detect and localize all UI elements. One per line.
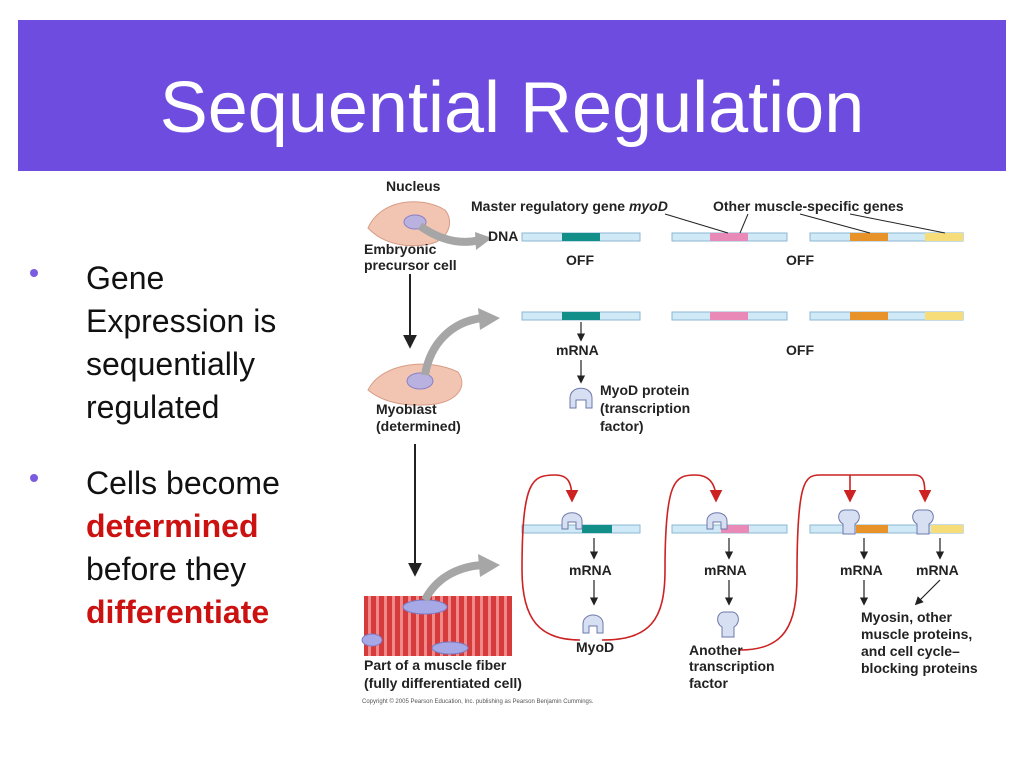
label-another-2: transcription [689,658,775,674]
muscle-differentiation-figure [348,172,1008,712]
label-myod-protein-1: MyoD protein [600,382,690,398]
row-3-arrows [594,538,940,604]
label-mrna-2: mRNA [569,562,612,578]
label-another-1: Another [689,642,743,658]
label-myod-protein-3: factor) [600,418,644,434]
bullet-dot-1 [30,269,38,277]
label-mrna-3: mRNA [704,562,747,578]
label-other-genes: Other muscle-specific genes [713,198,904,214]
label-myoblast-1: Myoblast [376,401,437,417]
label-myosin-1: Myosin, other [861,609,953,625]
label-embryonic-1: Embryonic [364,241,437,257]
gray-arrow-3-head [478,554,500,577]
label-master-gene-name: myoD [628,198,668,214]
label-off-1: OFF [566,252,594,268]
gray-arrow-2-head [478,308,500,330]
label-fiber-1: Part of a muscle fiber [364,657,507,673]
bullet-2-line-1: Cells become [86,465,280,501]
differentiate-emphasis: differentiate [86,594,270,630]
red-feedback-arrow-2 [602,475,716,640]
label-dna: DNA [488,228,519,244]
label-master-gene [471,198,668,214]
dna-row-3 [522,525,963,533]
label-nucleus: Nucleus [386,178,441,194]
label-master-gene-prefix: Master regulatory gene [471,198,629,214]
label-mrna-4: mRNA [840,562,883,578]
muscle-fiber [362,596,512,656]
free-myod-icon [583,615,603,633]
bullet-1-text [86,257,276,429]
dna-row-1 [522,214,963,241]
label-another-3: factor [689,675,728,691]
title-bar [18,20,1006,171]
label-myosin-3: and cell cycle– [861,643,960,659]
copyright-text: Copyright © 2005 Pearson Education, Inc. publishing as Pearson Benjamin Cummings. [362,699,594,705]
label-myosin-4: blocking proteins [861,660,978,676]
red-feedback-arrow-1 [522,475,580,640]
bullet-1-line-3: sequentially [86,346,255,382]
free-factor-icon [718,612,739,637]
bullet-2-line-3: before they [86,551,247,587]
bullet-1-line-1: Gene [86,260,165,296]
myoblast-cell [368,364,462,405]
label-myosin-2: muscle proteins, [861,626,973,642]
determined-emphasis: determined [86,508,259,544]
myod-protein-icon [570,388,592,408]
label-myoblast-2: (determined) [376,418,461,434]
bullet-dot-2 [30,474,38,482]
label-mrna-1: mRNA [556,342,599,358]
slide-title: Sequential Regulation [159,68,865,148]
bullet-2-text [86,462,280,634]
label-off-2: OFF [786,252,814,268]
label-off-3: OFF [786,342,814,358]
label-fiber-2: (fully differentiated cell) [364,675,522,691]
bullet-1-line-4: regulated [86,389,220,425]
label-myod-protein-2: (transcription [600,400,691,416]
label-mrna-5: mRNA [916,562,959,578]
label-embryonic-2: precursor cell [364,257,457,273]
bullet-1-line-2: Expression is [86,303,277,339]
gray-arrow-3 [425,565,482,600]
label-myod: MyoD [576,639,615,655]
